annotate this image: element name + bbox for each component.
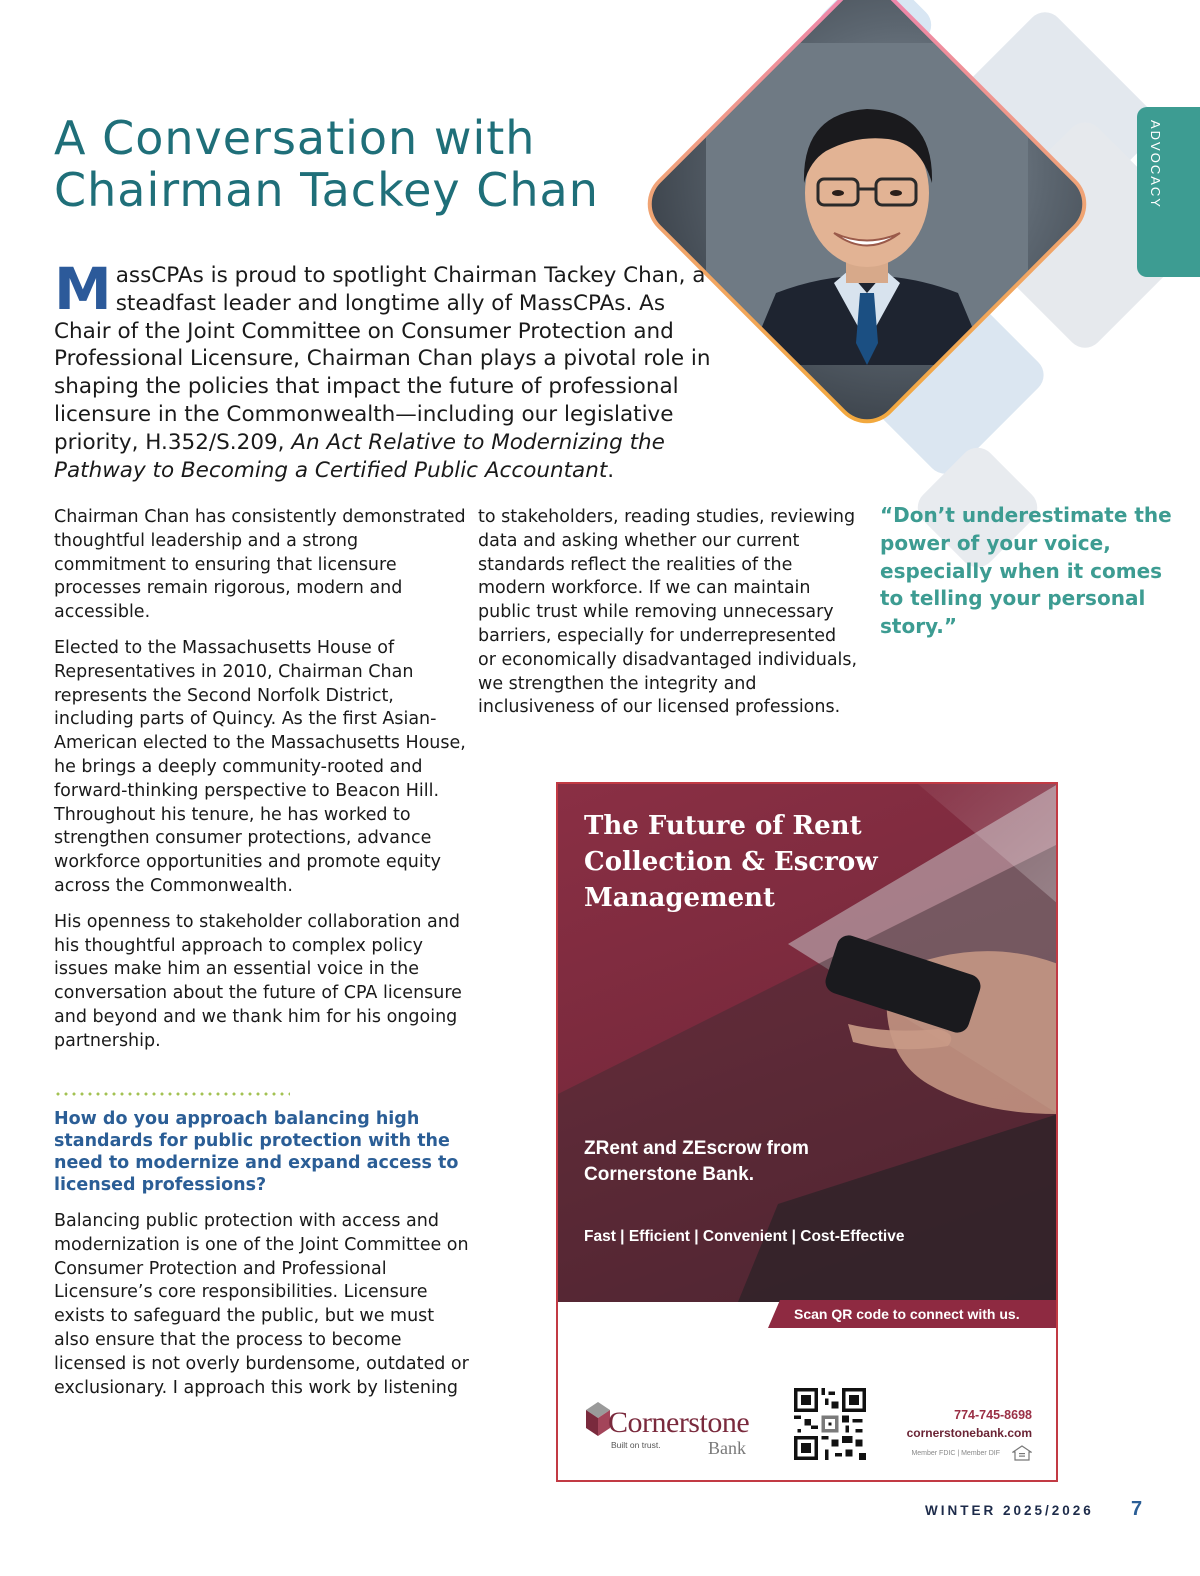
ad-features: Fast | Efficient | Convenient | Cost-Effective — [584, 1228, 905, 1245]
answer-paragraph: Balancing public protection with access and modernization is one of the Joint Committee on Consumer Protection and Professional Licensure’s core responsibilities. Licensure exists to safeguard the public, but we must also ensure that the process to become licensed is not overly burdensome, outdated or exclusionary. I approach this work by listening — [54, 1211, 469, 1398]
ad-hero-image — [558, 784, 1058, 1302]
ad-headline: The Future of Rent Collection & Escrow Management — [584, 811, 878, 913]
cornerstone-bank-word: Bank — [708, 1438, 746, 1458]
advertisement[interactable] — [556, 782, 1058, 1482]
ad-website-link[interactable]: cornerstonebank.com — [906, 1426, 1032, 1440]
left-column — [54, 506, 474, 1066]
pull-quote: “Don’t underestimate the power of your voice, especially when it comes to telling your personal story.” — [880, 503, 1172, 639]
equal-housing-icon — [1012, 1445, 1032, 1461]
portrait-figure — [706, 43, 1028, 365]
answer-paragraph-continued: to stakeholders, reading studies, reviewing data and asking whether our current standards reflect the realities of the modern workforce. If we can maintain public trust while removing unnecessary barriers, especially for underrepresented or economically disadvantaged individuals, we strengthen the integrity and inclusiveness of our licensed professions. — [478, 507, 858, 718]
issue-label: WINTER 2025/2026 — [925, 1503, 1094, 1518]
body-paragraph: Elected to the Massachusetts House of Representatives in 2010, Chairman Chan represents the Second Norfolk District, including parts of Quincy. As the first Asian-American elected to the Massachusetts House, he brings a deeply community-rooted and forward-thinking perspective to Beacon Hill. Throughout his tenure, he has worked to strengthen consumer protections, advance workforce opportunities and promote equity across the Commonwealth. — [54, 637, 466, 896]
intro-end: . — [607, 457, 615, 483]
ad-product-name: ZRent and ZEscrow from Cornerstone Bank. — [584, 1138, 809, 1185]
dotted-divider — [54, 1092, 290, 1096]
article-title — [54, 112, 694, 216]
article-title-line2: Chairman Tackey Chan — [54, 163, 599, 217]
body-paragraph: His openness to stakeholder collaboration and his thoughtful approach to complex policy issues make him an essential voice in the conversation about the future of CPA licensure and beyond and we thank him for his ongoing partnership. — [54, 911, 462, 1051]
interview-question: How do you approach balancing high standards for public protection with the need to modernize and expand access to licensed professions? — [54, 1109, 459, 1195]
article-title-line1: A Conversation with — [54, 111, 536, 165]
intro-paragraph — [54, 255, 724, 484]
page-number: 7 — [1131, 1498, 1143, 1520]
section-tab-label: ADVOCACY — [1148, 120, 1163, 209]
interview-answer — [54, 1210, 474, 1400]
ad-member-disclosure: Member FDIC | Member DIF — [911, 1450, 1000, 1457]
middle-column — [478, 506, 858, 720]
cornerstone-name: Cornerstone — [608, 1406, 750, 1439]
intro-bill-title: An Act Relative to Modernizing the Pathway to Becoming a Certified Public Accountant — [54, 429, 665, 483]
intro-text: assCPAs is proud to spotlight Chairman Tackey Chan, a steadfast leader and longtime ally of MassCPAs. As Chair of the Joint Committee on Consumer Protection and Professional Licensure, Chairman Chan plays a pivotal role in shaping the policies that impact the future of professional licensure in the Commonwealth—including our legislative priority, H.352/S.209, — [54, 263, 711, 455]
body-paragraph: Chairman Chan has consistently demonstrated thoughtful leadership and a strong commitment to ensuring that licensure processes remain rigorous, modern and accessible. — [54, 507, 466, 623]
cornerstone-tagline: Built on trust. — [611, 1440, 661, 1450]
ad-qr-banner-text: Scan QR code to connect with us. — [794, 1306, 1020, 1322]
drop-cap: M — [54, 255, 112, 323]
ad-phone-number[interactable]: 774-745-8698 — [954, 1408, 1032, 1422]
qr-code-icon[interactable] — [794, 1388, 866, 1460]
